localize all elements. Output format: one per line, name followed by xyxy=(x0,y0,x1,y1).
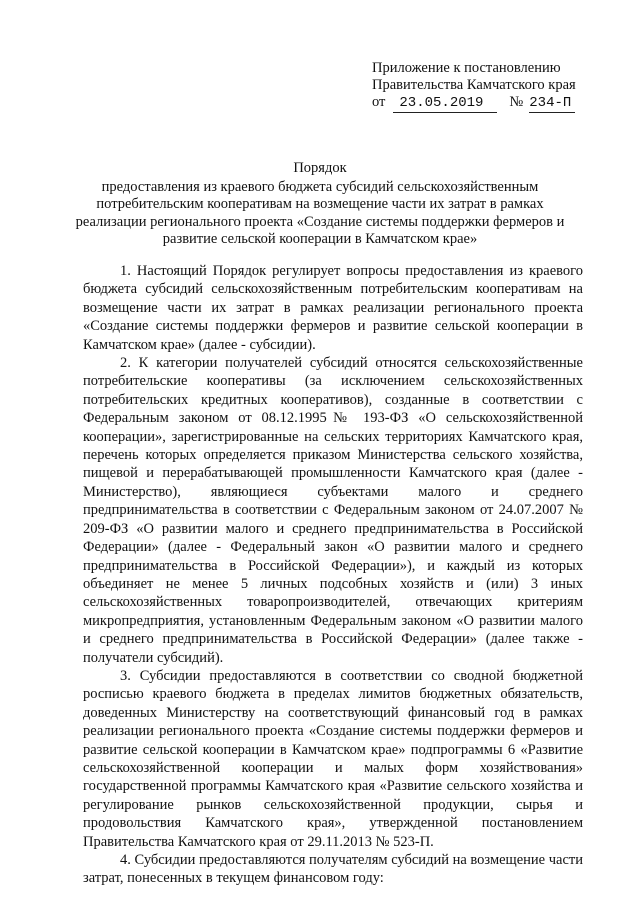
decree-number: 234-П xyxy=(529,95,575,113)
paragraph-4: 4. Субсидии предоставляются получателям субсидий на возмещение части затрат, понесенных в текущем финансовом году: xyxy=(83,852,583,887)
paragraph-1: 1. Настоящий Порядок регулирует вопросы предоставления из краевого бюджета субсидий сельскохозяйственным потребительским кооперативам на возмещение части их затрат в рамках реализации регионального проекта «Создание системы поддержки фермеров и развитие сельской кооперации в Камчатском крае» (далее - субсидии). xyxy=(83,263,583,353)
title-subtitle: предоставления из краевого бюджета субсидий сельскохозяйственным потребительским кооперативам на возмещение части их затрат в рамках реализации регионального проекта «Создание системы поддержки фермеров и развитие сельской кооперации в Камчатском крае» xyxy=(75,178,565,247)
paragraph-3: 3. Субсидии предоставляются в соответствии со сводной бюджетной росписью краевого бюджета в пределах лимитов бюджетных обязательств, доведенных Министерству на соответствующий финансовый год в рамках реализации регионального проекта «Создание системы поддержки фермеров и развитие сельской кооперации в Камчатском крае» подпрограммы 6 «Развитие сельскохозяйственной кооперации и малых форм хозяйствования» государственной программы Камчатского края «Развитие сельского хозяйства и регулирование рынков сельскохозяйственной продукции, сырья и продовольствия Камчатского края», утвержденной постановлением Правительства Камчатского края от 29.11.2013 № 523-П. xyxy=(83,667,583,850)
document-title xyxy=(70,160,570,249)
title-heading: Порядок xyxy=(293,160,347,176)
annex-date-number-row xyxy=(372,94,612,113)
decree-date: 23.05.2019 xyxy=(393,95,497,113)
from-label: от xyxy=(372,94,386,110)
annex-line-1: Приложение к постановлению xyxy=(372,60,561,76)
number-sign: № xyxy=(509,94,524,110)
annex-header xyxy=(372,60,612,113)
annex-line-2: Правительства Камчатского края xyxy=(372,77,576,93)
document-body xyxy=(83,262,583,888)
paragraph-2: 2. К категории получателей субсидий относятся сельскохозяйственные потребительские кооперативы (за исключением сельскохозяйственных потребительских кредитных кооперативов), созданные в соответствии с Федеральным законом от 08.12.1995№ 193-ФЗ «О сельскохозяйственной кооперации», зарегистрированные на сельских территориях Камчатского края, перечень которых определяется приказом Министерства сельского хозяйства, пищевой и перерабатывающей промышленности Камчатского края (далее - Министерство), являющиеся субъектами малого и среднего предпринимательства в соответствии с Федеральным законом от 24.07.2007 № 209-ФЗ «О развитии малого и среднего предпринимательства в Российской Федерации» (далее - Федеральный закон «О развитии малого и среднего предпринимательства в Российской Федерации»), и каждый из которых объединяет не менее 5 личных подсобных хозяйств и (или) 3 иных сельскохозяйственных товаропроизводителей, отвечающих критериям микропредприятия, установленным Федеральным законом «О развитии малого и среднего предпринимательства в Российской Федерации» (далее также - получатели субсидий). xyxy=(83,355,583,666)
